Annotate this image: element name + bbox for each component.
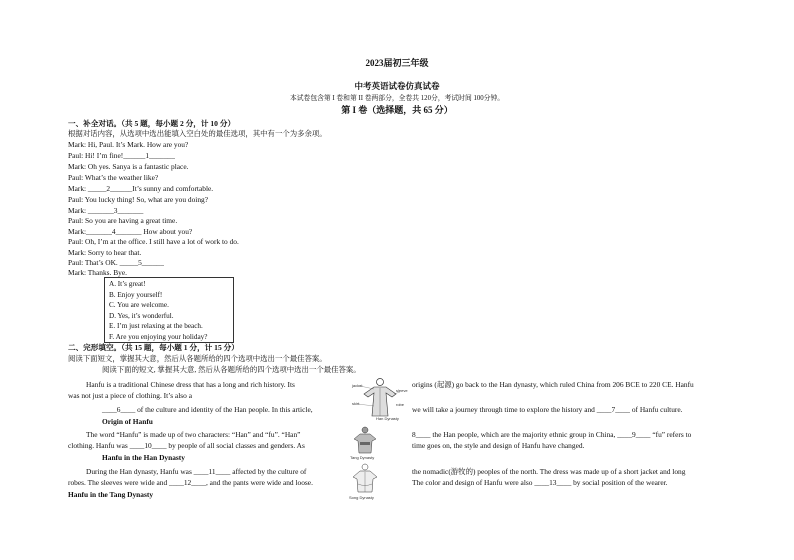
passage-line: was not just a piece of clothing. It’s also a	[68, 391, 192, 400]
passage-line: ____6____ of the culture and identity of the Han people. In this article,	[102, 405, 313, 414]
heading-tang: Hanfu in the Tang Dynasty	[68, 490, 154, 499]
dialogue-line: Mark: Oh yes. Sanya is a fantastic place.	[68, 162, 189, 171]
passage-line: During the Han dynasty, Hanfu was ____11____ affected by the culture of	[86, 467, 307, 476]
dialogue-line: Mark: Sorry to hear that.	[68, 248, 142, 257]
passage-line: robes. The sleeves were wide and ____12____, and the pants were wide and loose.	[68, 478, 313, 487]
options-box	[104, 277, 234, 343]
section2-instruction-repeat: 阅读下面的短文, 掌握其大意, 然后从各题所给的四个选项中选出一个最佳答案。	[102, 365, 361, 374]
heading-origin: Origin of Hanfu	[102, 417, 153, 426]
passage-line: origins (起源) go back to the Han dynasty, which ruled China from 206 BCE to 220 CE. Hanfu	[412, 380, 694, 389]
passage-line: time goes on, the style and design of Hanfu have changed.	[412, 441, 585, 450]
exam-title: 2023届初三年级	[365, 58, 429, 68]
exam-note: 本试卷包含第 I 卷和第 II 卷两部分，全卷共 120分，考试时间 100分钟。	[289, 95, 505, 102]
dialogue-line: Mark: _____2______It’s sunny and comfortable.	[68, 184, 214, 193]
option-c: C. You are welcome.	[109, 301, 169, 309]
hanfu-figure-han	[352, 376, 408, 422]
dialogue-line: Paul: Oh, I’m at the office. I still have a lot of work to do.	[68, 237, 239, 246]
section1-heading: 一、补全对话。（共 5 题，每小题 2 分，计 10 分）	[68, 119, 236, 128]
fig-caption-song: Song Dynasty	[349, 495, 374, 500]
hanfu-illustration	[349, 462, 381, 494]
heading-han: Hanfu in the Han Dynasty	[102, 453, 185, 462]
hanfu-figure-tang	[350, 425, 380, 461]
passage-line: Hanfu is a traditional Chinese dress that has a long and rich history. Its	[86, 380, 295, 389]
passage-line: clothing. Hanfu was ____10____ by people of all social classes and genders. As	[68, 441, 305, 450]
dialogue-line: Paul: What’s the weather like?	[68, 173, 159, 182]
dialogue-line: Mark: Thanks. Bye.	[68, 268, 127, 277]
option-d: D. Yes, it’s wonderful.	[109, 311, 174, 320]
hanfu-illustration	[350, 425, 380, 455]
dialogue-line: Paul: So you are having a great time.	[68, 216, 178, 225]
dialogue-line: Paul: You lucky thing! So, what are you doing?	[68, 195, 209, 204]
exam-subtitle: 中考英语试卷仿真试卷	[354, 81, 440, 91]
fig-caption-tang: Tang Dynasty	[350, 455, 375, 460]
passage-line: 8____ the Han people, which are the majority ethnic group in China, ____9____ “fu” refers to	[412, 430, 692, 439]
section2-heading: 二、完形填空。（共 15 题，每小题 1 分，计 15 分）	[68, 343, 239, 352]
fig-label-skirt: skirt	[352, 401, 360, 406]
dialogue-line: Paul: Hi! I’m fine!______1_______	[68, 151, 175, 160]
fig-label-robe: robe	[396, 402, 405, 407]
fig-label-sleeve: sleeve	[396, 388, 408, 393]
passage-line: The word “Hanfu” is made up of two characters: “Han” and “fu”. “Han”	[86, 430, 301, 439]
volume-heading: 第 I 卷（选择题，共 65 分）	[341, 105, 453, 115]
fig-label-jacket: jacket	[352, 383, 363, 388]
passage-line: the nomadic(游牧的) peoples of the north. The dress was made up of a short jacket and long	[412, 467, 686, 476]
option-e: E. I’m just relaxing at the beach.	[109, 322, 203, 330]
dialogue-line: Mark: _______3_______	[68, 206, 144, 215]
option-b: B. Enjoy yourself!	[109, 290, 163, 299]
section2-instruction: 阅读下面短文，掌握其大意，然后从各题所给的四个选项中选出一个最佳答案。	[68, 354, 327, 363]
dialogue-line: Mark:_______4_______ How about you?	[68, 227, 193, 236]
section1-instruction: 根据对话内容，从选项中选出能填入空白处的最佳选项，其中有一个为多余项。	[68, 129, 327, 138]
passage-line: we will take a journey through time to explore the history and ____7____ of Hanfu culture.	[412, 405, 683, 414]
fig-caption-han: Han Dynasty	[376, 416, 399, 421]
dialogue-line: Paul: That’s OK. _____5______	[68, 258, 164, 267]
option-f: F. Are you enjoying your holiday?	[109, 332, 208, 341]
option-a: A. It’s great!	[109, 280, 146, 288]
hanfu-figure-song	[349, 462, 381, 502]
passage-line: The color and design of Hanfu were also ____13____ by social position of the wearer.	[412, 478, 668, 487]
dialogue-line: Mark: Hi, Paul. It’s Mark. How are you?	[68, 140, 189, 149]
